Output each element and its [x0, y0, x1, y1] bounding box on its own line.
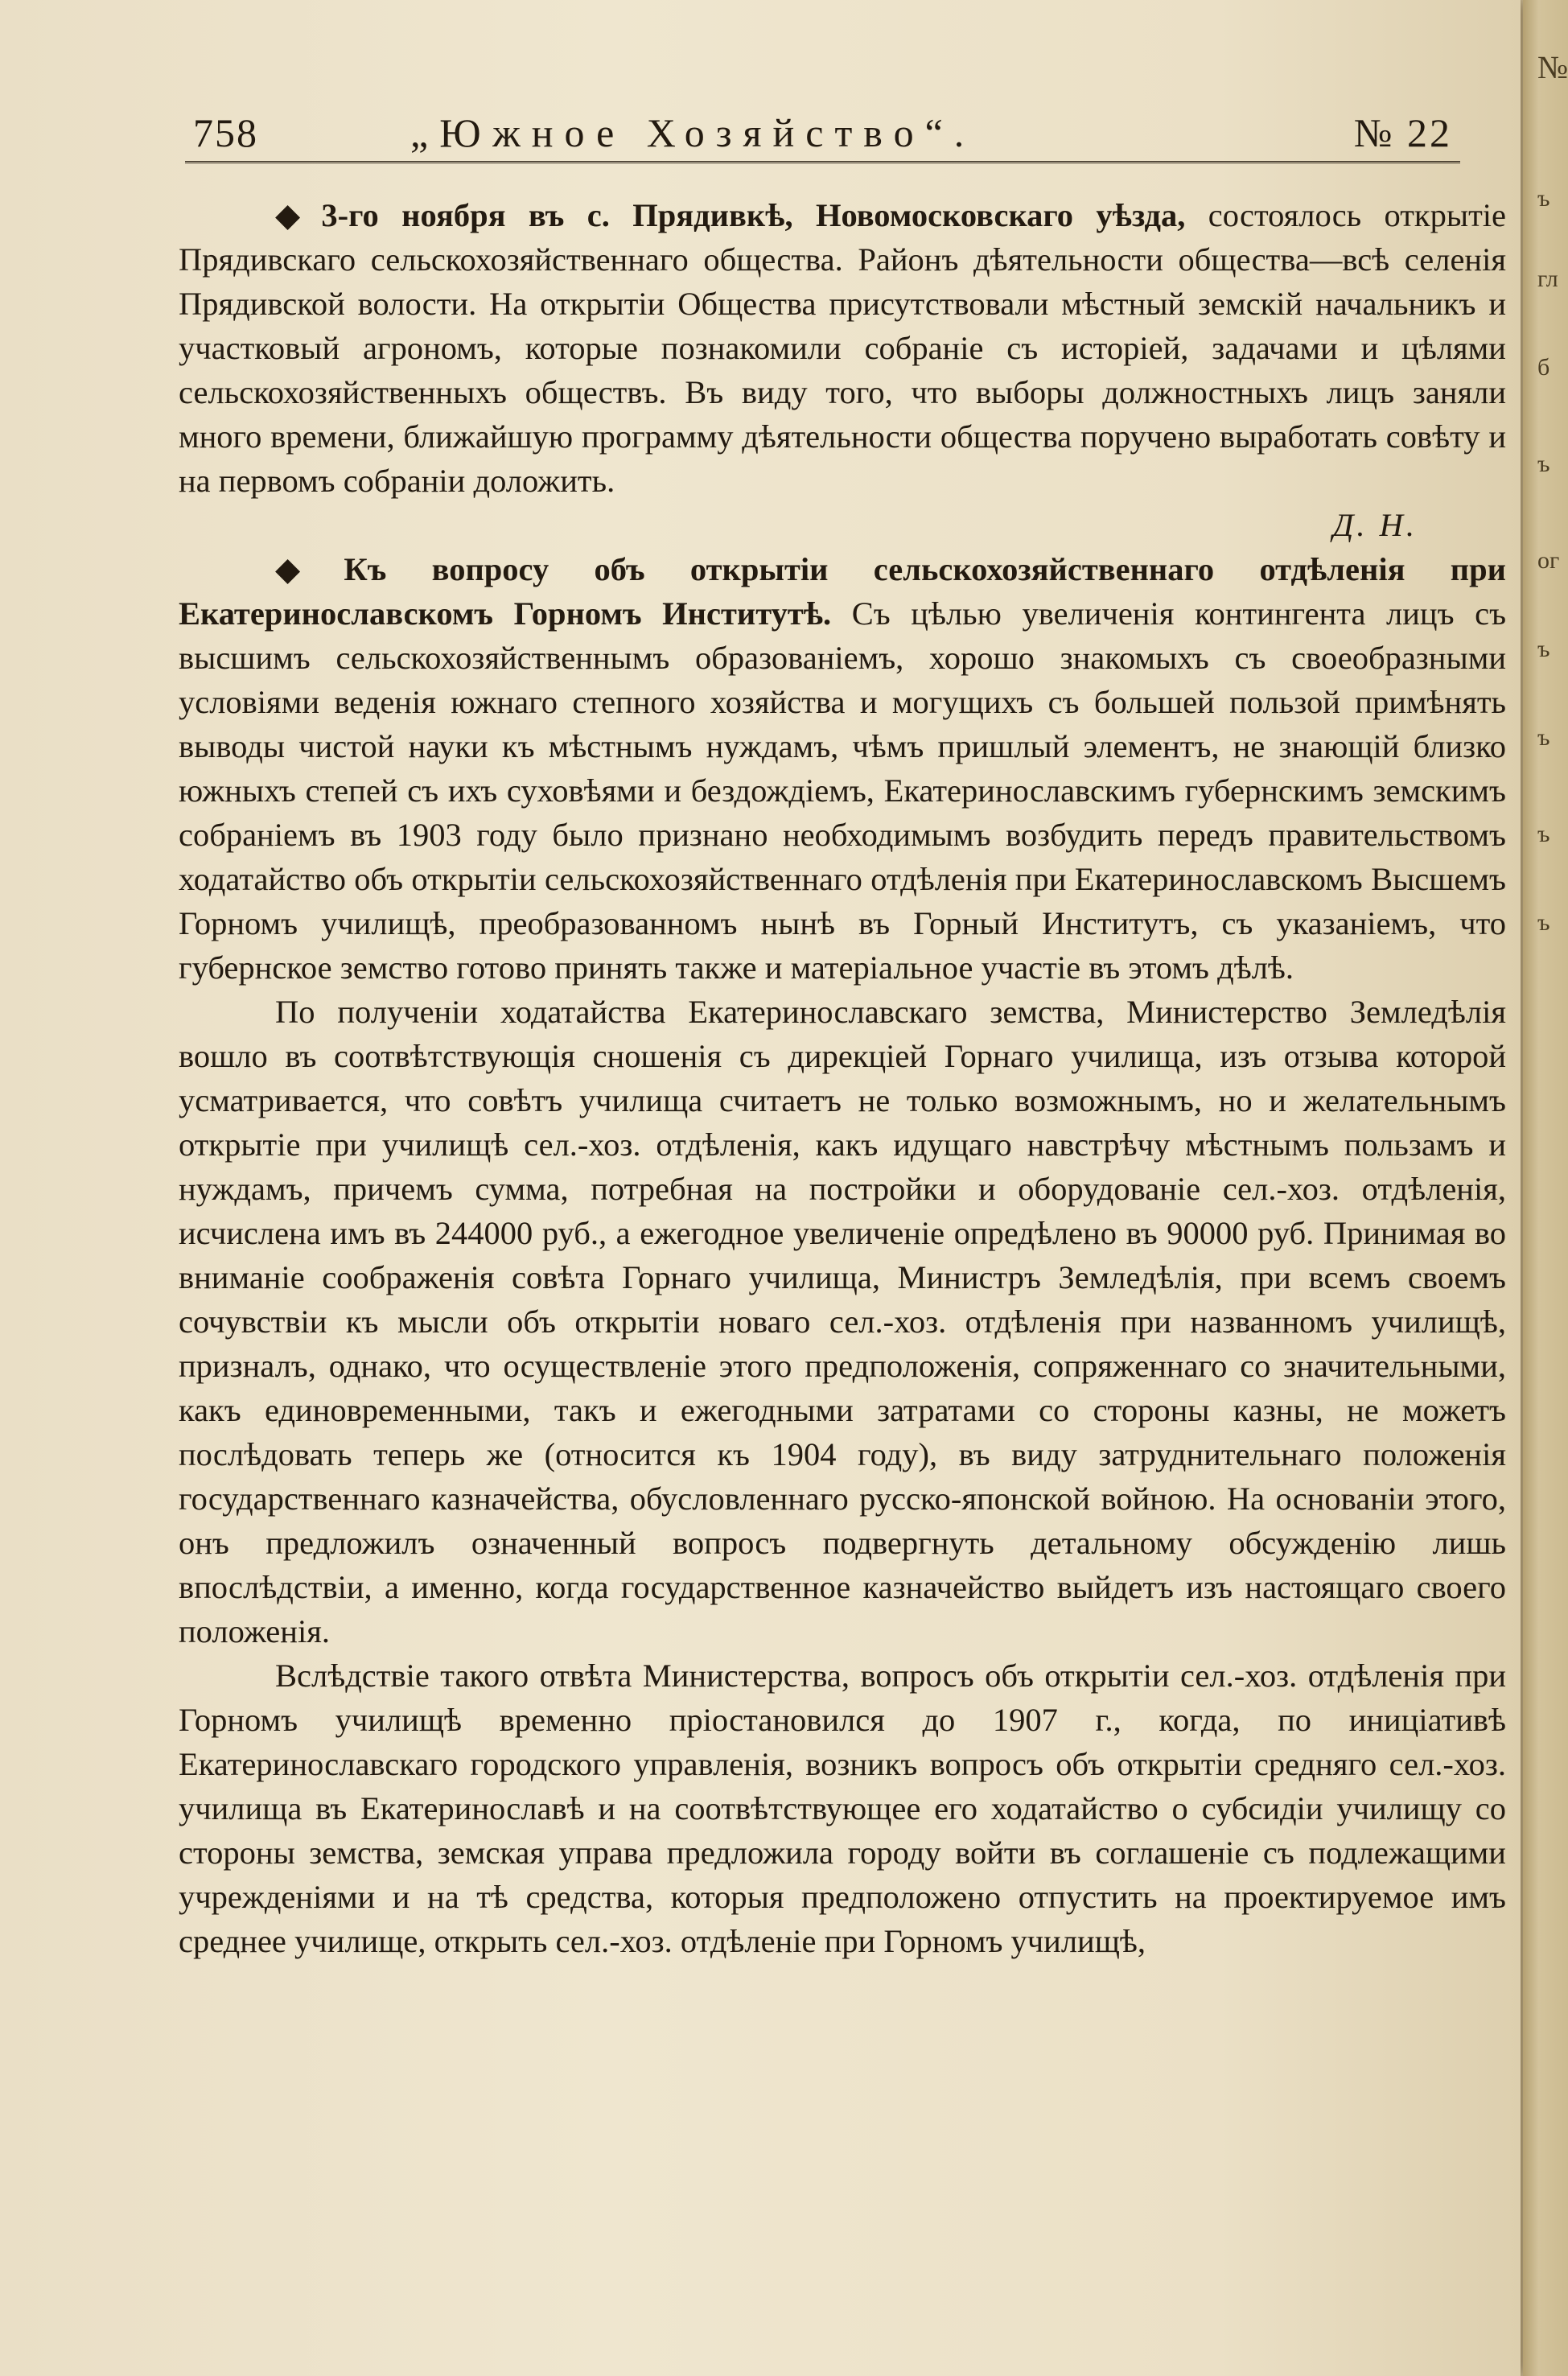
article-1-body: состоялось открытіе Прядивскаго сельскохозяйственнаго общества. Районъ дѣятельности общества—всѣ селенія Прядивской волости. На открытіи Общества присутствовали мѣстный земскій начальникъ и участковый агрономъ, которые познакомили собраніе съ исторіей, задачами и цѣлями сельскохозяйственныхъ обществъ. Въ виду того, что выборы должностныхъ лицъ заняли много времени, ближайшую программу дѣятельности общества поручено выработать совѣту и на первомъ собраніи доложить. — [179, 197, 1506, 499]
article-1-signature: Д. Н. — [1332, 507, 1418, 543]
article-2-p1-body: Съ цѣлью увеличенія контингента лицъ съ высшимъ сельскохозяйственнымъ образованіемъ, хорошо знакомыхъ съ своеобразными условіями веденія южнаго степного хозяйства и могущихъ съ большей пользой примѣнять выводы чистой науки къ мѣстнымъ нуждамъ, чѣмъ пришлый элементъ, не знающій близко южныхъ степей съ ихъ суховѣями и бездождіемъ, Екатеринославскимъ губернскимъ земскимъ собраніемъ въ 1903 году было признано необходимымъ возбудить передъ правительствомъ ходатайство объ открытіи сельскохозяйственнаго отдѣленія при Екатеринославскомъ Высшемъ Горномъ училищѣ, преобразованномъ нынѣ въ Горный Институтъ, съ указаніемъ, что губернское земство готово принять также и матеріальное участіе въ этомъ дѣлѣ. — [179, 595, 1507, 986]
adjacent-page-edge — [1523, 0, 1568, 2376]
article-text — [179, 193, 1506, 1963]
adjacent-fragment: ъ — [1537, 451, 1550, 477]
article-2-paragraph-1 — [179, 547, 1506, 990]
adjacent-fragment: ъ — [1537, 909, 1550, 936]
adjacent-fragment: ъ — [1537, 821, 1550, 847]
section-marker-icon: ◆ — [275, 197, 315, 233]
page-number: 758 — [193, 110, 258, 155]
section-marker-icon: ◆ — [275, 551, 338, 587]
adjacent-fragment: б — [1537, 354, 1550, 381]
article-2-lead: Къ вопросу объ открытіи сельскохозяйственнаго отдѣленія при Екатеринославскомъ Горномъ Институтѣ. — [179, 551, 1506, 632]
article-2-paragraph-3: Вслѣдствіе такого отвѣта Министерства, вопросъ объ открытіи сел.-хоз. отдѣленія при Горномъ училищѣ временно пріостановился до 1907 г., когда, по иниціативѣ Екатеринославскаго городского управленія, возникъ вопросъ объ открытіи средняго сел.-хоз. училища въ Екатеринославѣ и на соотвѣтствующее его ходатайство о субсидіи училищу со стороны земства, земская управа предложила городу войти въ соглашеніе съ подлежащими учрежденіями и на тѣ средства, которыя предположено отпустить на проектируемое имъ среднее училище, открыть сел.-хоз. отдѣленіе при Горномъ училищѣ, — [179, 1657, 1506, 1959]
adjacent-fragment: гл — [1537, 266, 1558, 292]
adjacent-fragment: ъ — [1537, 636, 1550, 662]
article-2-paragraph-2: По полученіи ходатайства Екатеринославскаго земства, Министерство Земледѣлія вошло въ соотвѣтствующія сношенія съ дирекціей Горнаго училища, изъ отзыва которой усматривается, что совѣтъ училища считаетъ не только возможнымъ, но и желательнымъ открытіе при училищѣ сел.-хоз. отдѣленія, какъ идущаго навстрѣчу мѣстнымъ пользамъ и нуждамъ, причемъ сумма, потребная на постройки и оборудованіе сел.-хоз. отдѣленія, исчислена имъ въ 244000 руб., а ежегодное увеличеніе опредѣлено въ 90000 руб. Принимая во вниманіе соображенія совѣта Горнаго училища, Министръ Земледѣлія, при всемъ своемъ сочувствіи къ мысли объ открытіи новаго сел.-хоз. отдѣленія при названномъ училищѣ, призналъ, однако, что осуществленіе этого предположенія, сопряженнаго со значительными, какъ единовременными, такъ и ежегодными затратами со стороны казны, не можетъ послѣдовать теперь же (относится къ 1904 году), въ виду затруднительнаго положенія государственнаго казначейства, обусловленнаго русско-японской войною. На основаніи этого, онъ предложилъ означенный вопросъ подвергнуть детальному обсужденію лишь впослѣдствіи, а именно, когда государственное казначейство выйдетъ изъ настоящаго своего положенія. — [179, 994, 1506, 1649]
article-1-paragraph — [179, 193, 1506, 503]
journal-title: „Южное Хозяйство“. — [410, 110, 976, 155]
adjacent-fragment: № — [1537, 49, 1568, 85]
adjacent-fragment: ъ — [1537, 724, 1550, 751]
issue-number: № 22 — [1353, 110, 1452, 155]
running-header — [185, 105, 1460, 163]
article-1-lead: 3-го ноября въ с. Прядивкѣ, Новомосковскаго уѣзда, — [321, 197, 1186, 233]
adjacent-fragment: ог — [1537, 547, 1560, 574]
adjacent-fragment: ъ — [1537, 185, 1550, 212]
